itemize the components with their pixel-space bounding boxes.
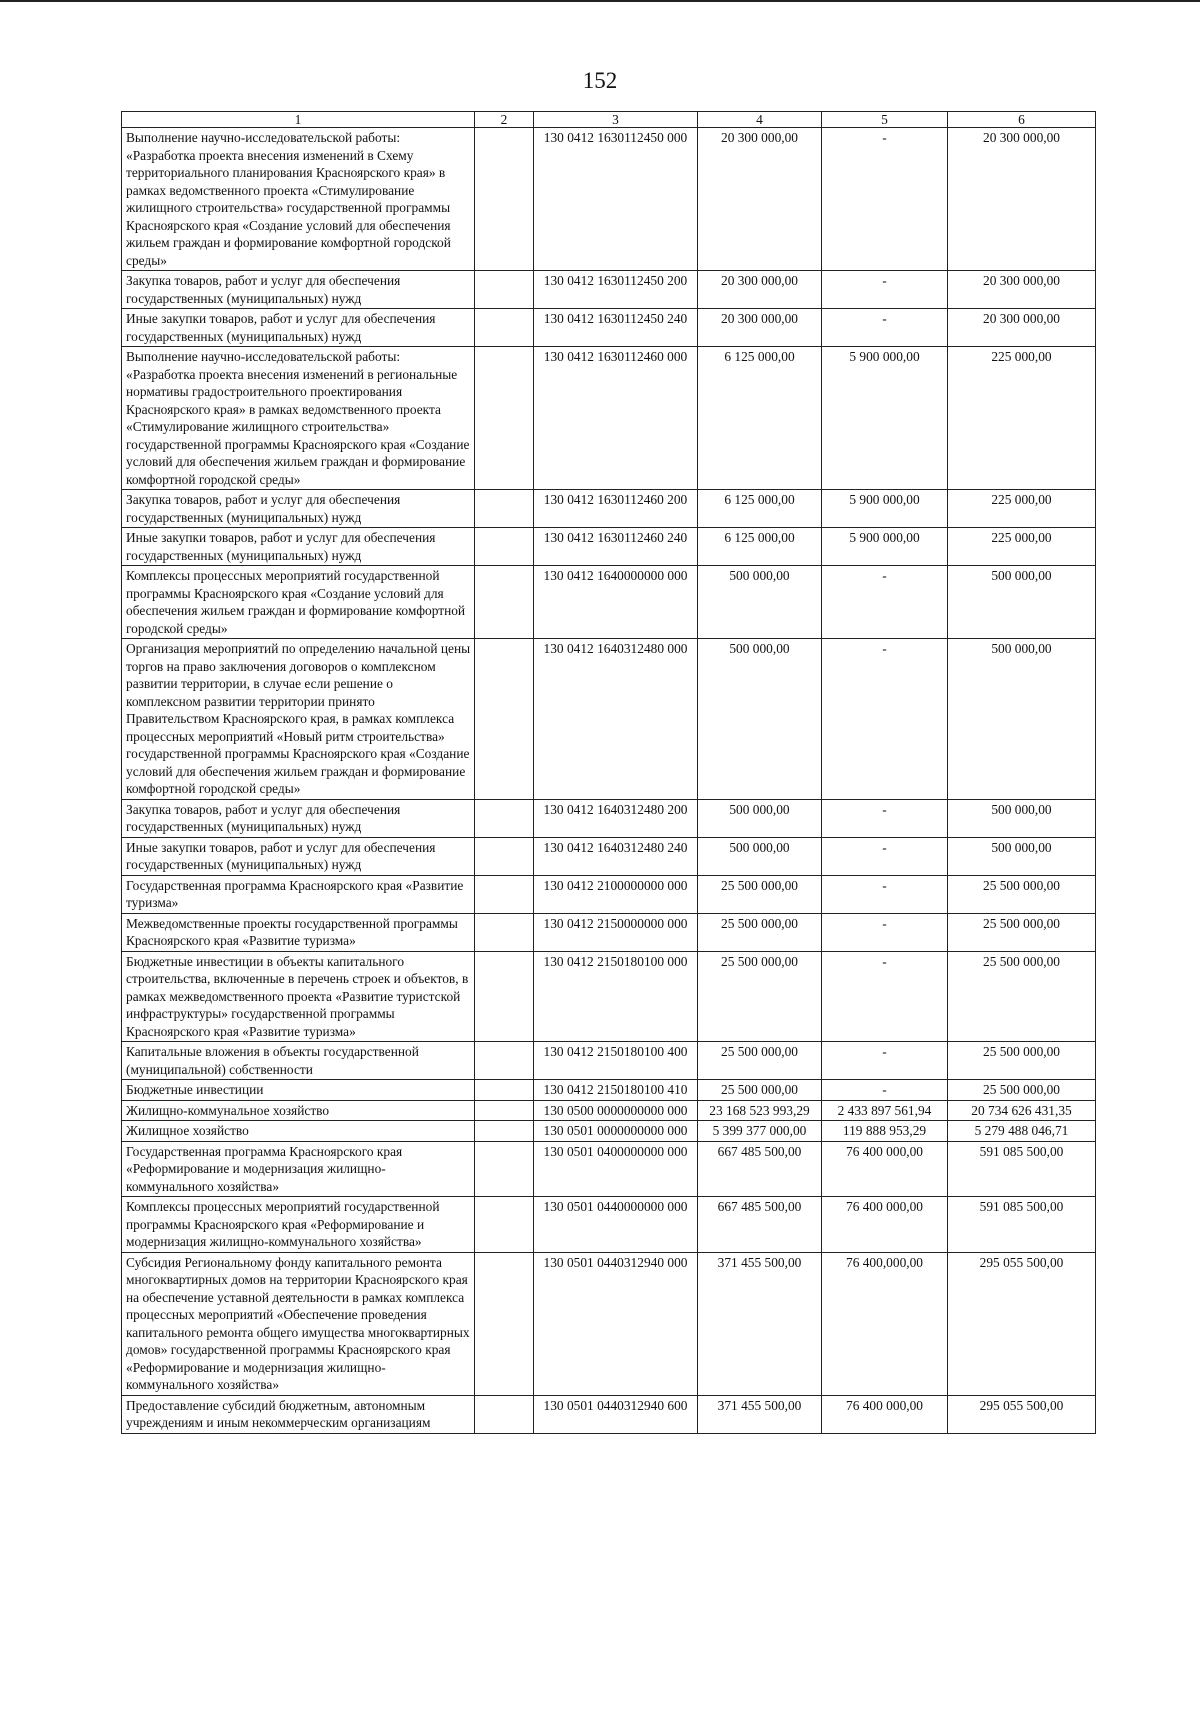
amount-col4: 25 500 000,00	[698, 1080, 822, 1101]
amount-col5: 5 900 000,00	[822, 490, 948, 528]
budget-classification-code: 130 0412 2150180100 400	[534, 1042, 698, 1080]
row-description: Иные закупки товаров, работ и услуг для обеспечения государственных (муниципальных) нужд	[122, 837, 475, 875]
table-row	[122, 1080, 1096, 1101]
amount-col5: 5 900 000,00	[822, 528, 948, 566]
amount-col5: 76 400,000,00	[822, 1252, 948, 1395]
table-row	[122, 271, 1096, 309]
amount-col6: 5 279 488 046,71	[948, 1121, 1096, 1142]
row-col2	[475, 309, 534, 347]
row-col2	[475, 951, 534, 1042]
row-col2	[475, 639, 534, 800]
amount-col5: -	[822, 951, 948, 1042]
table-row	[122, 528, 1096, 566]
row-col2	[475, 1100, 534, 1121]
amount-col5: -	[822, 913, 948, 951]
budget-classification-code: 130 0412 1630112450 000	[534, 128, 698, 271]
amount-col5: 5 900 000,00	[822, 347, 948, 490]
header-row	[122, 112, 1096, 128]
table-row	[122, 128, 1096, 271]
row-description: Иные закупки товаров, работ и услуг для обеспечения государственных (муниципальных) нужд	[122, 528, 475, 566]
amount-col5: -	[822, 271, 948, 309]
amount-col4: 20 300 000,00	[698, 128, 822, 271]
amount-col4: 667 485 500,00	[698, 1141, 822, 1197]
amount-col5: -	[822, 799, 948, 837]
amount-col5: -	[822, 309, 948, 347]
row-col2	[475, 875, 534, 913]
amount-col6: 25 500 000,00	[948, 875, 1096, 913]
amount-col4: 500 000,00	[698, 837, 822, 875]
table-row	[122, 1141, 1096, 1197]
row-col2	[475, 1252, 534, 1395]
row-col2	[475, 1197, 534, 1253]
row-description: Комплексы процессных мероприятий государственной программы Красноярского края «Создание условий для обеспечения жильем граждан и формирование комфортной городской среды»	[122, 566, 475, 639]
row-col2	[475, 799, 534, 837]
row-description: Межведомственные проекты государственной программы Красноярского края «Развитие туризма»	[122, 913, 475, 951]
table-row	[122, 309, 1096, 347]
amount-col6: 20 300 000,00	[948, 271, 1096, 309]
amount-col6: 225 000,00	[948, 490, 1096, 528]
budget-classification-code: 130 0412 2150000000 000	[534, 913, 698, 951]
row-description: Государственная программа Красноярского края «Развитие туризма»	[122, 875, 475, 913]
amount-col4: 25 500 000,00	[698, 875, 822, 913]
amount-col6: 500 000,00	[948, 566, 1096, 639]
budget-classification-code: 130 0412 1630112460 000	[534, 347, 698, 490]
amount-col5: 2 433 897 561,94	[822, 1100, 948, 1121]
amount-col6: 25 500 000,00	[948, 1042, 1096, 1080]
amount-col4: 667 485 500,00	[698, 1197, 822, 1253]
amount-col4: 20 300 000,00	[698, 309, 822, 347]
amount-col4: 23 168 523 993,29	[698, 1100, 822, 1121]
row-description: Выполнение научно-исследовательской работы: «Разработка проекта внесения изменений в Схему территориального планирования Красноярского края» в рамках ведомственного проекта «Стимулирование жилищного строительства» государственной программы Красноярского края «Создание условий для обеспечения жильем граждан и формирование комфортной городской среды»	[122, 128, 475, 271]
row-col2	[475, 528, 534, 566]
budget-table	[121, 111, 1096, 1434]
row-col2	[475, 837, 534, 875]
budget-classification-code: 130 0501 0440312940 000	[534, 1252, 698, 1395]
budget-classification-code: 130 0412 1630112460 200	[534, 490, 698, 528]
budget-classification-code: 130 0412 1630112450 200	[534, 271, 698, 309]
row-description: Субсидия Региональному фонду капитального ремонта многоквартирных домов на территории Красноярского края на обеспечение уставной деятельности в рамках комплекса процессных мероприятий «Обеспечение проведения капитального ремонта общего имущества многоквартирных домов» государственной программы Красноярского края «Реформирование и модернизация жилищно-коммунального хозяйства»	[122, 1252, 475, 1395]
row-description: Государственная программа Красноярского края «Реформирование и модернизация жилищно-коммунального хозяйства»	[122, 1141, 475, 1197]
budget-classification-code: 130 0412 2150180100 410	[534, 1080, 698, 1101]
amount-col6: 500 000,00	[948, 837, 1096, 875]
table-row	[122, 913, 1096, 951]
column-header: 6	[948, 112, 1096, 128]
amount-col4: 25 500 000,00	[698, 913, 822, 951]
row-description: Закупка товаров, работ и услуг для обеспечения государственных (муниципальных) нужд	[122, 490, 475, 528]
table-row	[122, 1100, 1096, 1121]
amount-col4: 500 000,00	[698, 566, 822, 639]
budget-classification-code: 130 0412 1640000000 000	[534, 566, 698, 639]
table-row	[122, 951, 1096, 1042]
amount-col6: 25 500 000,00	[948, 1080, 1096, 1101]
page-number: 152	[582, 68, 618, 93]
amount-col6: 20 300 000,00	[948, 309, 1096, 347]
row-col2	[475, 347, 534, 490]
budget-classification-code: 130 0412 1640312480 200	[534, 799, 698, 837]
budget-classification-code: 130 0412 2150180100 000	[534, 951, 698, 1042]
amount-col6: 225 000,00	[948, 528, 1096, 566]
amount-col4: 25 500 000,00	[698, 1042, 822, 1080]
amount-col6: 25 500 000,00	[948, 913, 1096, 951]
row-col2	[475, 566, 534, 639]
amount-col5: 76 400 000,00	[822, 1395, 948, 1433]
row-description: Организация мероприятий по определению начальной цены торгов на право заключения договоров о комплексном развитии территории, в случае если решение о комплексном развитии территории принято Правительством Красноярского края, в рамках комплекса процессных мероприятий «Новый ритм строительства» государственной программы Красноярского края «Создание условий для обеспечения жильем граждан и формирование комфортной городской среды»	[122, 639, 475, 800]
row-col2	[475, 490, 534, 528]
row-col2	[475, 1080, 534, 1101]
amount-col5: -	[822, 128, 948, 271]
row-description: Предоставление субсидий бюджетным, автономным учреждениям и иным некоммерческим организациям	[122, 1395, 475, 1433]
amount-col4: 371 455 500,00	[698, 1395, 822, 1433]
top-border-line	[0, 0, 1200, 2]
budget-classification-code: 130 0501 0440000000 000	[534, 1197, 698, 1253]
table-row	[122, 1042, 1096, 1080]
budget-classification-code: 130 0412 1630112450 240	[534, 309, 698, 347]
table-row	[122, 1197, 1096, 1253]
budget-classification-code: 130 0412 1630112460 240	[534, 528, 698, 566]
amount-col6: 20 300 000,00	[948, 128, 1096, 271]
table-row	[122, 566, 1096, 639]
amount-col6: 225 000,00	[948, 347, 1096, 490]
amount-col5: -	[822, 837, 948, 875]
row-col2	[475, 128, 534, 271]
amount-col5: -	[822, 1080, 948, 1101]
row-col2	[475, 1395, 534, 1433]
amount-col6: 25 500 000,00	[948, 951, 1096, 1042]
budget-classification-code: 130 0500 0000000000 000	[534, 1100, 698, 1121]
amount-col5: -	[822, 875, 948, 913]
table-row	[122, 837, 1096, 875]
amount-col5: 76 400 000,00	[822, 1197, 948, 1253]
amount-col5: -	[822, 566, 948, 639]
table-row	[122, 799, 1096, 837]
table-row	[122, 639, 1096, 800]
row-description: Капитальные вложения в объекты государственной (муниципальной) собственности	[122, 1042, 475, 1080]
row-description: Закупка товаров, работ и услуг для обеспечения государственных (муниципальных) нужд	[122, 271, 475, 309]
amount-col5: -	[822, 1042, 948, 1080]
amount-col5: 76 400 000,00	[822, 1141, 948, 1197]
amount-col4: 5 399 377 000,00	[698, 1121, 822, 1142]
amount-col4: 6 125 000,00	[698, 490, 822, 528]
row-col2	[475, 1141, 534, 1197]
column-header: 5	[822, 112, 948, 128]
row-description: Жилищное хозяйство	[122, 1121, 475, 1142]
row-description: Бюджетные инвестиции	[122, 1080, 475, 1101]
budget-classification-code: 130 0501 0400000000 000	[534, 1141, 698, 1197]
amount-col6: 500 000,00	[948, 799, 1096, 837]
amount-col5: -	[822, 639, 948, 800]
amount-col5: 119 888 953,29	[822, 1121, 948, 1142]
row-description: Закупка товаров, работ и услуг для обеспечения государственных (муниципальных) нужд	[122, 799, 475, 837]
column-header: 3	[534, 112, 698, 128]
budget-classification-code: 130 0501 0000000000 000	[534, 1121, 698, 1142]
table-row	[122, 1252, 1096, 1395]
table-row	[122, 347, 1096, 490]
amount-col4: 6 125 000,00	[698, 347, 822, 490]
row-description: Жилищно-коммунальное хозяйство	[122, 1100, 475, 1121]
budget-classification-code: 130 0412 1640312480 000	[534, 639, 698, 800]
row-description: Иные закупки товаров, работ и услуг для обеспечения государственных (муниципальных) нужд	[122, 309, 475, 347]
amount-col6: 591 085 500,00	[948, 1141, 1096, 1197]
amount-col6: 20 734 626 431,35	[948, 1100, 1096, 1121]
row-description: Бюджетные инвестиции в объекты капитального строительства, включенные в перечень строек и объектов, в рамках межведомственного проекта «Развитие туристской инфраструктуры» государственной программы Красноярского края «Развитие туризма»	[122, 951, 475, 1042]
budget-classification-code: 130 0412 1640312480 240	[534, 837, 698, 875]
amount-col4: 25 500 000,00	[698, 951, 822, 1042]
row-col2	[475, 1042, 534, 1080]
column-header: 1	[122, 112, 475, 128]
row-col2	[475, 1121, 534, 1142]
table-row	[122, 1121, 1096, 1142]
amount-col6: 500 000,00	[948, 639, 1096, 800]
row-description: Комплексы процессных мероприятий государственной программы Красноярского края «Реформирование и модернизация жилищно-коммунального хозяйства»	[122, 1197, 475, 1253]
amount-col4: 20 300 000,00	[698, 271, 822, 309]
amount-col6: 295 055 500,00	[948, 1395, 1096, 1433]
column-header: 4	[698, 112, 822, 128]
table-body	[122, 128, 1096, 1434]
row-description: Выполнение научно-исследовательской работы: «Разработка проекта внесения изменений в региональные нормативы градостроительного проектирования Красноярского края» в рамках ведомственного проекта «Стимулирование жилищного строительства» государственной программы Красноярского края «Создание условий для обеспечения жильем граждан и формирование комфортной городской среды»	[122, 347, 475, 490]
row-col2	[475, 913, 534, 951]
column-header: 2	[475, 112, 534, 128]
table-row	[122, 490, 1096, 528]
amount-col6: 295 055 500,00	[948, 1252, 1096, 1395]
amount-col4: 371 455 500,00	[698, 1252, 822, 1395]
amount-col4: 6 125 000,00	[698, 528, 822, 566]
amount-col6: 591 085 500,00	[948, 1197, 1096, 1253]
budget-classification-code: 130 0412 2100000000 000	[534, 875, 698, 913]
row-col2	[475, 271, 534, 309]
amount-col4: 500 000,00	[698, 639, 822, 800]
budget-classification-code: 130 0501 0440312940 600	[534, 1395, 698, 1433]
table-row	[122, 875, 1096, 913]
table-row	[122, 1395, 1096, 1433]
amount-col4: 500 000,00	[698, 799, 822, 837]
